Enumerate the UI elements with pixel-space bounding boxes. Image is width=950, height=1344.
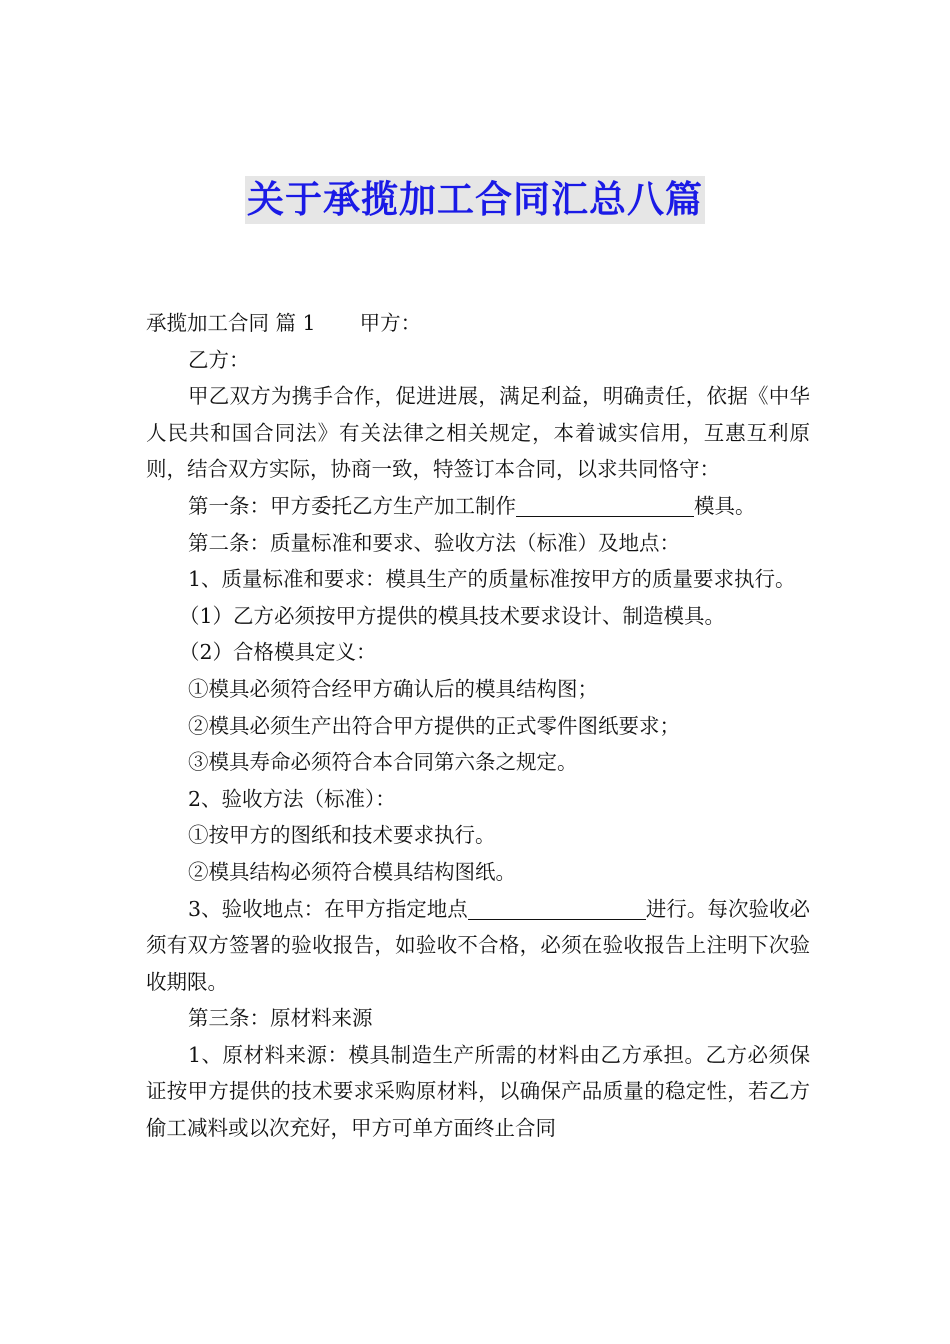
paragraph-item-2: （2）合格模具定义： bbox=[179, 640, 377, 665]
paragraph-mold-structure: ①模具必须符合经甲方确认后的模具结构图； bbox=[188, 676, 598, 701]
party-b-label: 乙方： bbox=[188, 347, 250, 372]
contract-body bbox=[146, 305, 810, 1147]
paragraph-article-2: 第二条：质量标准和要求、验收方法（标准）及地点： bbox=[188, 530, 680, 555]
article-1-text: 第一条：甲方委托乙方生产加工制作 bbox=[188, 493, 516, 518]
contract-section-label: 承揽加工合同 篇 1 bbox=[146, 311, 316, 335]
acceptance-location-text: 3、验收地点：在甲方指定地点 bbox=[188, 896, 468, 921]
paragraph-item-1: （1）乙方必须按甲方提供的模具技术要求设计、制造模具。 bbox=[179, 603, 726, 628]
paragraph-method-1: ①按甲方的图纸和技术要求执行。 bbox=[188, 823, 496, 848]
paragraph-mold-drawing: ②模具必须生产出符合甲方提供的正式零件图纸要求； bbox=[188, 713, 680, 738]
paragraph-heading-party-a bbox=[146, 305, 810, 342]
paragraph-article-1 bbox=[146, 488, 810, 525]
fill-in-blank bbox=[516, 494, 694, 517]
fill-in-blank bbox=[468, 897, 646, 920]
paragraph-acceptance-location bbox=[146, 891, 810, 1001]
paragraph-article-3: 第三条：原材料来源 bbox=[188, 1006, 373, 1031]
acceptance-location-suffix: 进行。每次验收必须有双方签署的验收报告，如验收不合格，必须在验收报告上注明下次验收期限。 bbox=[146, 896, 811, 994]
paragraph-acceptance-method: 2、验收方法（标准）： bbox=[188, 786, 396, 811]
paragraph-quality-standard: 1、质量标准和要求：模具生产的质量标准按甲方的质量要求执行。 bbox=[188, 567, 796, 592]
party-a-label: 甲方： bbox=[359, 311, 422, 335]
paragraph-mold-life: ③模具寿命必须符合本合同第六条之规定。 bbox=[188, 750, 578, 775]
paragraph-method-2: ②模具结构必须符合模具结构图纸。 bbox=[188, 859, 516, 884]
document-title: 关于承揽加工合同汇总八篇 bbox=[245, 176, 705, 224]
paragraph-preamble: 甲乙双方为携手合作，促进进展，满足利益，明确责任，依据《中华人民共和国合同法》有关法律之相关规定，本着诚实信用，互惠互利原则，结合双方实际，协商一致，特签订本合同，以求共同恪守： bbox=[146, 384, 810, 482]
article-1-suffix: 模具。 bbox=[694, 493, 756, 518]
title-container bbox=[0, 176, 950, 224]
paragraph-material-source: 1、原材料来源：模具制造生产所需的材料由乙方承担。乙方必须保证按甲方提供的技术要求采购原材料，以确保产品质量的稳定性，若乙方偷工减料或以次充好，甲方可单方面终止合同 bbox=[146, 1042, 810, 1141]
